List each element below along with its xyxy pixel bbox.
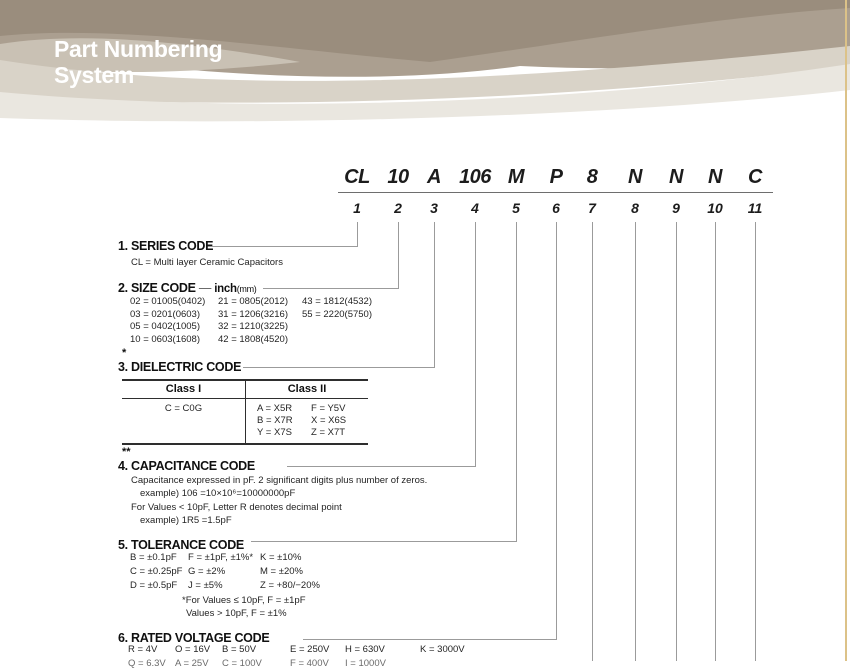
size-row: 05 = 0402(1005) 32 = 1210(3225) <box>130 321 288 332</box>
leader-line-8 <box>635 222 636 661</box>
dielectric-table-header <box>122 381 368 399</box>
part-code-5: M <box>507 166 525 188</box>
section-title-voltage: 6. RATED VOLTAGE CODE <box>118 631 270 645</box>
connector-dielectric <box>243 367 435 368</box>
class1-header: Class I <box>165 383 202 395</box>
dielectric-table <box>122 379 368 445</box>
class2-row: Y = X7S Z = X7T <box>257 427 346 438</box>
size-row: 02 = 01005(0402) 21 = 0805(2012) 43 = 1812(4532) <box>130 296 372 307</box>
connector-tolerance <box>251 541 517 542</box>
tolerance-code-list <box>130 551 370 592</box>
dielectric-table-body <box>122 399 368 443</box>
leader-line-1 <box>357 222 358 246</box>
class1-value: C = C0G <box>164 403 203 414</box>
position-6: 6 <box>552 200 560 216</box>
capacitance-line2: example) 106 =10×10⁶=10000000pF <box>140 488 296 499</box>
position-8: 8 <box>631 200 639 216</box>
section-title-capacitance: 4. CAPACITANCE CODE <box>118 459 255 473</box>
leader-line-6 <box>556 222 557 639</box>
page-header <box>0 0 850 128</box>
part-code-1: CL <box>344 166 370 188</box>
class2-row: B = X7R X = X6S <box>257 415 347 426</box>
leader-line-5 <box>516 222 517 541</box>
capacitance-line3: For Values < 10pF, Letter R denotes decimal point <box>131 502 342 513</box>
class2-header: Class II <box>245 381 368 398</box>
dielectric-footnote-mark: * <box>122 347 127 359</box>
size-unit-mm: (mm) <box>236 284 257 294</box>
section-title-dielectric: 3. DIELECTRIC CODE <box>118 360 242 374</box>
position-10: 10 <box>707 200 723 216</box>
part-code-2: 10 <box>387 166 409 188</box>
capacitance-line4: example) 1R5 =1.5pF <box>140 515 232 526</box>
leader-line-2 <box>398 222 399 288</box>
tolerance-row: B = ±0.1pF F = ±1pF, ±1%* K = ±10% <box>130 552 302 563</box>
section-title-tolerance: 5. TOLERANCE CODE <box>118 538 244 552</box>
leader-line-9 <box>676 222 677 661</box>
tolerance-footnote1: *For Values ≤ 10pF, F = ±1pF <box>182 595 306 606</box>
part-code-7: 8 <box>586 166 598 188</box>
tolerance-row: C = ±0.25pF G = ±2% M = ±20% <box>130 565 303 577</box>
part-code-8: N <box>628 166 642 188</box>
position-1: 1 <box>353 200 361 216</box>
section-title-series: 1. SERIES CODE <box>118 239 214 253</box>
voltage-code-row: R = 4V O = 16V B = 50V E = 250V H = 630V K = 3000V <box>128 644 465 655</box>
voltage-code-row-clipped: Q = 6.3V A = 25V C = 100V F = 400V I = 1000V <box>128 658 386 669</box>
part-code-3: A <box>427 166 441 188</box>
tolerance-footnote2: Values > 10pF, F = ±1% <box>186 608 287 619</box>
part-code-10: N <box>708 166 722 188</box>
position-3: 3 <box>430 200 438 216</box>
size-code-list <box>130 296 412 346</box>
size-dash: — <box>198 281 212 295</box>
capacitance-line1: Capacitance expressed in pF. 2 significant digits plus number of zeros. <box>131 475 428 486</box>
series-description: CL = Multi layer Ceramic Capacitors <box>131 257 283 268</box>
part-code-11: C <box>748 166 762 188</box>
leader-line-3 <box>434 222 435 367</box>
section-title-size: 2. SIZE CODE — inch(mm) <box>118 281 257 295</box>
part-code-9: N <box>669 166 683 188</box>
position-11: 11 <box>747 200 763 216</box>
page-title-line1: Part Numbering <box>54 36 223 62</box>
class2-row: A = X5R F = Y5V <box>257 403 346 414</box>
position-5: 5 <box>512 200 520 216</box>
position-2: 2 <box>394 200 402 216</box>
connector-capacitance <box>287 466 476 467</box>
position-9: 9 <box>672 200 680 216</box>
tolerance-row: D = ±0.5pF J = ±5% Z = +80/−20% <box>130 579 320 591</box>
connector-series <box>207 246 358 247</box>
page-edge-rule <box>845 0 847 661</box>
part-number-underline <box>338 192 773 193</box>
position-4: 4 <box>471 200 479 216</box>
size-row: 10 = 0603(1608) 42 = 1808(4520) <box>130 333 288 345</box>
position-7: 7 <box>588 200 596 216</box>
leader-line-10 <box>715 222 716 661</box>
part-code-6: P <box>549 166 563 188</box>
connector-voltage <box>303 639 557 640</box>
size-row: 03 = 0201(0603) 31 = 1206(3216) 55 = 2220(5750) <box>130 308 372 320</box>
capacitance-footnote-mark: ** <box>122 446 131 458</box>
class2-values <box>245 399 368 443</box>
leader-line-11 <box>755 222 756 661</box>
leader-line-7 <box>592 222 593 661</box>
size-unit: inch <box>214 283 237 295</box>
page-title <box>54 36 222 88</box>
part-code-4: 106 <box>459 166 491 188</box>
connector-size <box>263 288 399 289</box>
leader-line-4 <box>475 222 476 466</box>
page-title-line2: System <box>54 62 135 88</box>
